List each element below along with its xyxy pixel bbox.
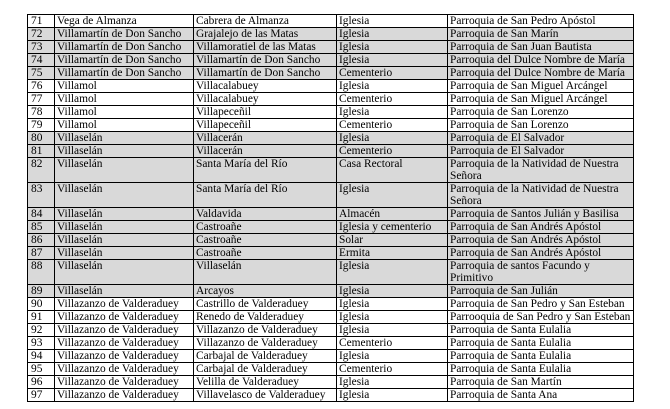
locality-cell: Cabrera de Almanza: [194, 15, 337, 28]
table-row: [28, 234, 634, 247]
property-type-cell: Casa Rectoral: [337, 158, 448, 183]
table-row: [28, 119, 634, 132]
table-row: [28, 106, 634, 119]
table-row: [28, 298, 634, 311]
municipality-cell: Villazanzo de Valderaduey: [55, 363, 194, 376]
municipality-cell: Villaselán: [55, 221, 194, 234]
municipality-cell: Villazanzo de Valderaduey: [55, 389, 194, 402]
table-row: [28, 80, 634, 93]
owner-parish-cell: Parrooquia de San Pedro y San Esteban: [448, 311, 634, 324]
row-number: 97: [28, 389, 55, 402]
owner-parish-cell: Parroquia de la Natividad de Nuestra Señora: [448, 158, 634, 183]
property-type-cell: Iglesia y cementerio: [337, 221, 448, 234]
locality-cell: Villacerán: [194, 145, 337, 158]
table-row: [28, 28, 634, 41]
municipality-cell: Villaselán: [55, 285, 194, 298]
table-row: [28, 158, 634, 183]
municipality-cell: Villaselán: [55, 145, 194, 158]
table-row: [28, 145, 634, 158]
row-number: 86: [28, 234, 55, 247]
owner-parish-cell: Parroquia de San Lorenzo: [448, 119, 634, 132]
table-row: [28, 285, 634, 298]
owner-parish-cell: Parroquia de San Miguel Arcángel: [448, 93, 634, 106]
locality-cell: Villamartín de Don Sancho: [194, 67, 337, 80]
table-row: [28, 221, 634, 234]
owner-parish-cell: Parroquia de Santa Eulalia: [448, 337, 634, 350]
locality-cell: Villacalabuey: [194, 80, 337, 93]
row-number: 77: [28, 93, 55, 106]
property-type-cell: Almacén: [337, 208, 448, 221]
municipality-cell: Villaselán: [55, 247, 194, 260]
row-number: 84: [28, 208, 55, 221]
municipality-cell: Villamol: [55, 119, 194, 132]
locality-cell: Carbajal de Valderaduey: [194, 350, 337, 363]
table-row: [28, 350, 634, 363]
municipality-cell: Villamartín de Don Sancho: [55, 67, 194, 80]
locality-cell: Arcayos: [194, 285, 337, 298]
municipality-cell: Villazanzo de Valderaduey: [55, 324, 194, 337]
table-row: [28, 247, 634, 260]
row-number: 83: [28, 183, 55, 208]
municipality-cell: Villaselán: [55, 183, 194, 208]
municipality-cell: Villaselán: [55, 208, 194, 221]
municipality-cell: Villazanzo de Valderaduey: [55, 376, 194, 389]
property-type-cell: Iglesia: [337, 132, 448, 145]
property-type-cell: Iglesia: [337, 106, 448, 119]
owner-parish-cell: Parroquia de Santa Ana: [448, 389, 634, 402]
property-type-cell: Cementerio: [337, 337, 448, 350]
table-row: [28, 15, 634, 28]
row-number: 96: [28, 376, 55, 389]
table-row: [28, 363, 634, 376]
row-number: 75: [28, 67, 55, 80]
locality-cell: Villacerán: [194, 132, 337, 145]
row-number: 94: [28, 350, 55, 363]
locality-cell: Grajalejo de las Matas: [194, 28, 337, 41]
owner-parish-cell: Parroquia de San Lorenzo: [448, 106, 634, 119]
locality-cell: Castrillo de Valderaduey: [194, 298, 337, 311]
property-type-cell: Cementerio: [337, 93, 448, 106]
municipality-cell: Villaselán: [55, 132, 194, 145]
row-number: 79: [28, 119, 55, 132]
row-number: 95: [28, 363, 55, 376]
owner-parish-cell: Parroquia de San Pedro Apóstol: [448, 15, 634, 28]
property-type-cell: Iglesia: [337, 183, 448, 208]
property-type-cell: Cementerio: [337, 145, 448, 158]
table-row: [28, 67, 634, 80]
owner-parish-cell: Parroquia de Santa Eulalia: [448, 324, 634, 337]
locality-cell: Villamartín de Don Sancho: [194, 54, 337, 67]
row-number: 92: [28, 324, 55, 337]
owner-parish-cell: Parroquia de San Andrés Apóstol: [448, 234, 634, 247]
owner-parish-cell: Parroquia de Santa Eulalia: [448, 363, 634, 376]
locality-cell: Castroañe: [194, 247, 337, 260]
locality-cell: Villamoratiel de las Matas: [194, 41, 337, 54]
row-number: 82: [28, 158, 55, 183]
locality-cell: Castroañe: [194, 234, 337, 247]
municipality-cell: Vega de Almanza: [55, 15, 194, 28]
locality-cell: Villaselán: [194, 260, 337, 285]
locality-cell: Villacalabuey: [194, 93, 337, 106]
locality-cell: Velilla de Valderaduey: [194, 376, 337, 389]
owner-parish-cell: Parroquia de San Juan Bautista: [448, 41, 634, 54]
row-number: 76: [28, 80, 55, 93]
municipality-cell: Villazanzo de Valderaduey: [55, 350, 194, 363]
row-number: 89: [28, 285, 55, 298]
row-number: 93: [28, 337, 55, 350]
property-type-cell: Iglesia: [337, 80, 448, 93]
property-type-cell: Iglesia: [337, 389, 448, 402]
locality-cell: Valdavida: [194, 208, 337, 221]
municipality-cell: Villamartín de Don Sancho: [55, 28, 194, 41]
locality-cell: Villapeceñil: [194, 119, 337, 132]
table-row: [28, 93, 634, 106]
row-number: 73: [28, 41, 55, 54]
row-number: 91: [28, 311, 55, 324]
parish-property-table: [27, 14, 634, 402]
property-type-cell: Iglesia: [337, 350, 448, 363]
locality-cell: Renedo de Valderaduey: [194, 311, 337, 324]
locality-cell: Castroañe: [194, 221, 337, 234]
municipality-cell: Villaselán: [55, 260, 194, 285]
municipality-cell: Villazanzo de Valderaduey: [55, 337, 194, 350]
table-row: [28, 41, 634, 54]
property-type-cell: Iglesia: [337, 41, 448, 54]
owner-parish-cell: Parroquia de San Miguel Arcángel: [448, 80, 634, 93]
property-type-cell: Iglesia: [337, 376, 448, 389]
table-row: [28, 337, 634, 350]
municipality-cell: Villamol: [55, 80, 194, 93]
owner-parish-cell: Parroquia de San Pedro y San Esteban: [448, 298, 634, 311]
row-number: 71: [28, 15, 55, 28]
owner-parish-cell: Parroquia de El Salvador: [448, 145, 634, 158]
table-row: [28, 132, 634, 145]
table-row: [28, 208, 634, 221]
owner-parish-cell: Parroquia de santos Facundo y Primitivo: [448, 260, 634, 285]
property-type-cell: Iglesia: [337, 260, 448, 285]
property-type-cell: Cementerio: [337, 363, 448, 376]
locality-cell: Santa María del Río: [194, 183, 337, 208]
property-type-cell: Iglesia: [337, 324, 448, 337]
locality-cell: Santa María del Río: [194, 158, 337, 183]
owner-parish-cell: Parroquia de San Marín: [448, 28, 634, 41]
property-type-cell: Ermita: [337, 247, 448, 260]
owner-parish-cell: Parroquia del Dulce Nombre de María: [448, 67, 634, 80]
municipality-cell: Villaselán: [55, 234, 194, 247]
row-number: 72: [28, 28, 55, 41]
row-number: 90: [28, 298, 55, 311]
property-type-cell: Iglesia: [337, 311, 448, 324]
table-row: [28, 376, 634, 389]
municipality-cell: Villamartín de Don Sancho: [55, 54, 194, 67]
municipality-cell: Villaselán: [55, 158, 194, 183]
locality-cell: Villapeceñil: [194, 106, 337, 119]
table-row: [28, 311, 634, 324]
owner-parish-cell: Parroquia de la Natividad de Nuestra Señora: [448, 183, 634, 208]
table-row: [28, 389, 634, 402]
row-number: 78: [28, 106, 55, 119]
table-row: [28, 324, 634, 337]
locality-cell: Villavelasco de Valderaduey: [194, 389, 337, 402]
row-number: 80: [28, 132, 55, 145]
municipality-cell: Villazanzo de Valderaduey: [55, 298, 194, 311]
property-type-cell: Cementerio: [337, 67, 448, 80]
property-type-cell: Cementerio: [337, 119, 448, 132]
table-body: [28, 15, 634, 402]
property-type-cell: Iglesia: [337, 15, 448, 28]
owner-parish-cell: Parroquia de San Andrés Apóstol: [448, 247, 634, 260]
owner-parish-cell: Parroquia de El Salvador: [448, 132, 634, 145]
property-type-cell: Solar: [337, 234, 448, 247]
owner-parish-cell: Parroquia de San Andrés Apóstol: [448, 221, 634, 234]
owner-parish-cell: Parroquia de San Martín: [448, 376, 634, 389]
locality-cell: Villazanzo de Valderaduey: [194, 337, 337, 350]
row-number: 87: [28, 247, 55, 260]
property-type-cell: Iglesia: [337, 28, 448, 41]
municipality-cell: Villazanzo de Valderaduey: [55, 311, 194, 324]
row-number: 74: [28, 54, 55, 67]
property-type-cell: Iglesia: [337, 285, 448, 298]
row-number: 88: [28, 260, 55, 285]
locality-cell: Villazanzo de Valderaduey: [194, 324, 337, 337]
property-type-cell: Iglesia: [337, 54, 448, 67]
locality-cell: Carbajal de Valderaduey: [194, 363, 337, 376]
owner-parish-cell: Parroquia de Santos Julián y Basilisa: [448, 208, 634, 221]
table-row: [28, 260, 634, 285]
owner-parish-cell: Parroquia de San Julián: [448, 285, 634, 298]
row-number: 85: [28, 221, 55, 234]
table-row: [28, 54, 634, 67]
table-row: [28, 183, 634, 208]
row-number: 81: [28, 145, 55, 158]
document-page: [27, 14, 634, 402]
owner-parish-cell: Parroquia del Dulce Nombre de María: [448, 54, 634, 67]
property-type-cell: Iglesia: [337, 298, 448, 311]
municipality-cell: Villamol: [55, 106, 194, 119]
municipality-cell: Villamol: [55, 93, 194, 106]
municipality-cell: Villamartín de Don Sancho: [55, 41, 194, 54]
owner-parish-cell: Parroquia de Santa Eulalia: [448, 350, 634, 363]
